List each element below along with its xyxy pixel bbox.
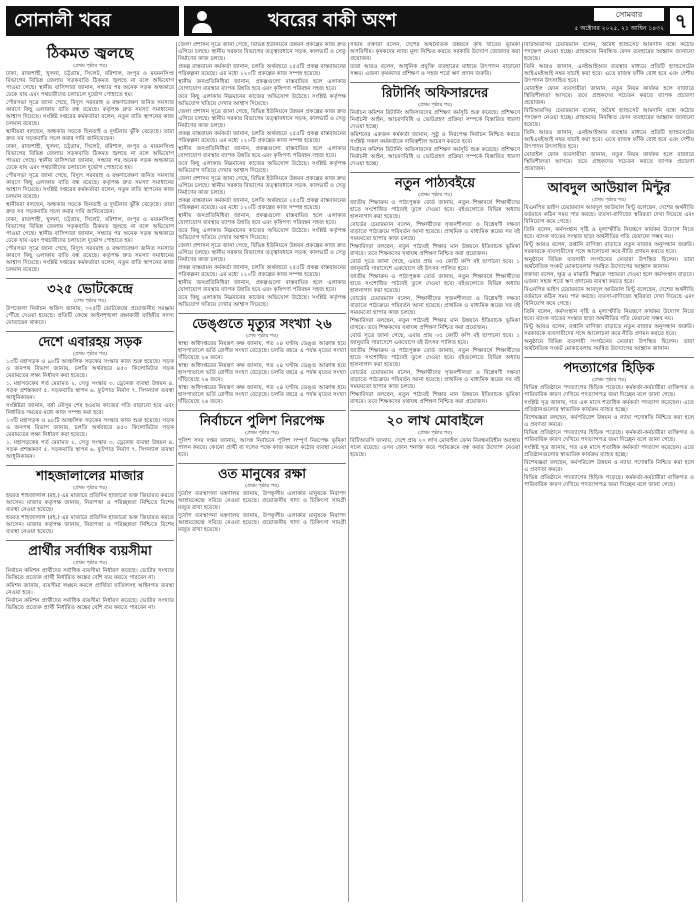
continuation-note: (প্রথম পৃষ্ঠার পর): [73, 560, 107, 566]
article-body: [6, 493, 174, 536]
paragraph: পৌরসভা সূত্রে জানা গেছে, বিদ্যুৎ সরবরাহ ও রক্ষণাবেক্ষণ জনিত সমস্যার কারণে কিছু এলাকায় বাতি বন্ধ রয়েছে। কর্তৃপক্ষ দ্রুত সমস্যা সমাধানের আশ্বাস দিয়েছে। সংশ্লিষ্ট দপ্তরের কর্মকর্তারা বলেন, নতুন বাতি স্থাপনের কাজ চলমান রয়েছে।: [6, 100, 174, 127]
paragraph: কমিশনের একজন কর্মকর্তা জানান, সুষ্ঠু ও নিরপেক্ষ নির্বাচন নিশ্চিত করতে সংশ্লিষ্ট সকল কর্মকর্তাকে দায়িত্বশীল আচরণ করতে হবে।: [350, 132, 520, 145]
continuation-note: (প্রথম পৃষ্ঠার পর): [418, 430, 452, 436]
article-body: [524, 385, 694, 489]
continuation-note: (প্রথম পৃষ্ঠার পর): [73, 485, 107, 491]
article-headline: নির্বাচনে পুলিশ নিরপেক্ষ: [199, 414, 325, 429]
paragraph: ঢাকা, রাজশাহী, খুলনা, চট্টগ্রাম, সিলেট, বরিশাল, রংপুর ও ময়মনসিংহ বিভাগের বিভিন্ন জেলায় সড়কবাতি ঠিকমত জ্বলছে না বলে অভিযোগ পাওয়া গেছে। স্থানীয় বাসিন্দারা জানান, সন্ধ্যার পর অনেক সড়ক অন্ধকারে ঢেকে যায় এবং পথচারীদের চলাচলে দুর্ভোগ পোহাতে হয়।: [6, 71, 174, 98]
paragraph: বিটিআরসি জানায়, দেশে প্রায় ২০ লাখ মোবাইল ফোন নিবন্ধনবিহীন অবস্থায় সচল রয়েছে। এসব ফোন শনাক্ত করে পর্যায়ক্রমে বন্ধ করার উদ্যোগ নেওয়া হয়েছে।: [350, 438, 520, 458]
paragraph: তিনি বলেন, কর্মসংস্থান সৃষ্টি ও মূল্যস্ফীতি নিয়ন্ত্রণে কার্যকর উদ্যোগ নিতে হবে। ব্যাংক খাতের সংস্কার ছাড়া অর্থনীতির গতি ফেরানো সম্ভব নয়।: [524, 309, 694, 322]
paragraph: বোর্ড সূত্রে জানা গেছে, এবার প্রায় ৩৫ কোটি কপি বই ছাপানো হবে। ১ জানুয়ারি সারাদেশে একযোগে বই উৎসব পালিত হবে।: [350, 259, 520, 272]
article-textbooks: [350, 176, 520, 406]
article-headline: দেশে এবারহয় সড়ক: [38, 335, 142, 350]
page-number: ৭: [668, 6, 694, 36]
paragraph: পৌরসভা সূত্রে জানা গেছে, বিদ্যুৎ সরবরাহ ও রক্ষণাবেক্ষণ জনিত সমস্যার কারণে কিছু এলাকায় বাতি বন্ধ রয়েছে। কর্তৃপক্ষ দ্রুত সমস্যা সমাধানের আশ্বাস দিয়েছে। সংশ্লিষ্ট দপ্তরের কর্মকর্তারা বলেন, নতুন বাতি স্থাপনের কাজ চলমান রয়েছে।: [6, 173, 174, 200]
paragraph: বোর্ডের চেয়ারম্যান বলেন, শিক্ষার্থীদের সৃজনশীলতা ও বিশ্লেষণী দক্ষতা বাড়াতে পাঠ্যক্রমে পরিবর্তন আনা হয়েছে। প্রাথমিক ও মাধ্যমিক স্তরের সব বই সময়মতো ছাপার কাজ চলছে।: [350, 296, 520, 316]
article-body: [524, 42, 694, 173]
paragraph: জাতীয় শিক্ষাক্রম ও পাঠ্যপুস্তক বোর্ড জানায়, নতুন শিক্ষাবর্ষে শিক্ষার্থীদের হাতে সংশোধিত পাঠ্যবই তুলে দেওয়া হবে। বইগুলোতে বিভিন্ন অধ্যায় হালনাগাদ করা হয়েছে।: [350, 274, 520, 294]
paragraph: তবে কিছু এলাকায় নিম্নমানের কাজের অভিযোগ উঠেছে। সংশ্লিষ্ট কর্তৃপক্ষ অভিযোগ খতিয়ে দেখার আশ্বাস দিয়েছে।: [178, 161, 346, 174]
article-headline: ওত মানুষের রক্ষা: [217, 467, 307, 482]
article-body: [178, 491, 346, 534]
paragraph: জাতীয় শিক্ষাক্রম ও পাঠ্যপুস্তক বোর্ড জানায়, নতুন শিক্ষাবর্ষে শিক্ষার্থীদের হাতে সংশোধিত পাঠ্যবই তুলে দেওয়া হবে। বইগুলোতে বিভিন্ন অধ্যায় হালনাগাদ করা হয়েছে।: [350, 200, 520, 220]
continuation-note: (প্রথম পৃষ্ঠার পর): [73, 63, 107, 69]
date-label: ৫ অক্টোবর ২০২৫, ২১ আশ্বিন ১৪৩২: [574, 25, 664, 32]
article-body: [350, 438, 520, 459]
article-headline: ঠিকমত জ্বলছে: [46, 44, 134, 62]
paragraph: তিনি আরও জানান, এনইআইআর ব্যবস্থার মাধ্যমে প্রতিটি হ্যান্ডসেটের আইএমইআই নম্বর যাচাই করা হবে। এতে রাজস্ব ফাঁকি রোধ হবে এবং দেশীয় উৎপাদন উৎসাহিত হবে।: [524, 64, 694, 84]
paragraph: অনুষ্ঠানে বিভিন্ন ব্যবসায়ী সংগঠনের নেতারা উপস্থিত ছিলেন। তারা অর্থনৈতিক সংকট মোকাবেলায় সমন্বিত উদ্যোগের আহ্বান জানান।: [524, 339, 694, 352]
article-headline: পদত্যাগের হিড়িক: [563, 361, 655, 376]
article-polling-centers: [6, 282, 174, 327]
paragraph: হযরত শাহজালাল (রহ.) এর মাজারে প্রতিদিন হাজারো ভক্ত জিয়ারত করতে আসেন। মাজার কর্তৃপক্ষ জানায়, নিরাপত্তা ও পরিচ্ছন্নতা নিশ্চিতে বিশেষ ব্যবস্থা নেওয়া হয়েছে।: [6, 515, 174, 535]
paragraph: তারা আরও বলেন, আধুনিক প্রযুক্তি ব্যবহারের মাধ্যমে উৎপাদন বাড়ানো সম্ভব। এজন্য কৃষকদের প্রশিক্ষণ ও সহজ শর্তে ঋণ প্রদান জরুরি।: [350, 64, 520, 77]
article-resignations: [524, 361, 694, 489]
continuation-note: (শেষ পৃষ্ঠার পর): [246, 333, 278, 339]
article-body: [178, 438, 346, 459]
paragraph: প্রকল্প বাস্তবায়ন কর্মকর্তা জানান, চলতি অর্থবছরে ২৫৫টি প্রকল্প বাস্তবায়নের পরিকল্পনা রয়েছে। এর মধ্যে ১২০টি প্রকল্পের কাজ সম্পন্ন হয়েছে।: [178, 198, 346, 211]
paragraph: প্রকল্প বাস্তবায়ন কর্মকর্তা জানান, চলতি অর্থবছরে ২৫৫টি প্রকল্প বাস্তবায়নের পরিকল্পনা রয়েছে। এর মধ্যে ১২০টি প্রকল্পের কাজ সম্পন্ন হয়েছে।: [178, 64, 346, 77]
article-headline: শাহজালালের মাজার: [36, 469, 144, 484]
article-roads: [6, 335, 174, 461]
paragraph: বিভিন্ন প্রতিষ্ঠানে পদত্যাগের হিড়িক পড়েছে। কর্মকর্তা-কর্মচারীরা ব্যক্তিগত ও পারিবারিক কারণ দেখিয়ে পদত্যাগপত্র জমা দিচ্ছেন বলে জানা গেছে।: [524, 385, 694, 398]
article-headline: ডেঙ্গুতে মৃত্যুর সংখ্যা ২৬: [192, 317, 332, 332]
paragraph: প্রকল্প বাস্তবায়ন কর্মকর্তা জানান, চলতি অর্থবছরে ২৫৫টি প্রকল্প বাস্তবায়নের পরিকল্পনা রয়েছে। এর মধ্যে ১২০টি প্রকল্পের কাজ সম্পন্ন হয়েছে।: [178, 131, 346, 144]
paragraph: নির্বাচন কমিশন প্রার্থীদের সর্বাধিক ব্যয়সীমা নির্ধারণ করেছে। ভোটার সংখ্যার ভিত্তিতে প্রত্যেক প্রার্থী নির্ধারিত অঙ্কের বেশি ব্যয় করতে পারবেন না।: [6, 598, 174, 611]
paragraph: বক্তারা বলেন, ক্ষুদ্র ও মাঝারি শিল্পকে সহায়তা দেওয়া হলে কর্মসংস্থান বাড়বে। এজন্য সহজ শর্তে ঋণ প্রদানের ব্যবস্থা করতে হবে।: [524, 272, 694, 285]
column-3: [350, 42, 520, 902]
paragraph: শিক্ষাবিদরা বলছেন, নতুন পাঠ্যবই শিক্ষার মান উন্নয়নে ইতিবাচক ভূমিকা রাখবে। তবে শিক্ষকদের যথাযথ প্রশিক্ষণ নিশ্চিত করা প্রয়োজন।: [350, 318, 520, 331]
paragraph: ১. মহাসড়কের গর্ত মেরামত ২. সেতু সংস্কার ৩. ড্রেনেজ ব্যবস্থা উন্নয়ন ৪. সড়ক প্রশস্তকরণ ৫. সড়কবাতি স্থাপন ৬. ফুটপাত নির্মাণ ৭. সিগন্যাল ব্যবস্থা আধুনিকায়ন।: [6, 381, 174, 401]
article-headline: প্রার্থীর সর্বাধিক ব্যয়সীমা: [28, 544, 152, 559]
section-header: [184, 6, 694, 36]
continuation-note: (প্রথম পৃষ্ঠার পর): [418, 102, 452, 108]
article-returning-officers: [350, 86, 520, 168]
article-body: [6, 359, 174, 461]
article-body: [6, 71, 174, 274]
paragraph: মিন্টু আরও বলেন, রপ্তানি বাণিজ্য বাড়াতে নতুন বাজার অনুসন্ধান জরুরি। সরকারকে ব্যবসায়ীদের সঙ্গে আলোচনা করে নীতি প্রণয়ন করতে হবে।: [524, 242, 694, 255]
paragraph: বিশেষজ্ঞরা বলছেন, কর্মপরিবেশ উন্নয়ন ও ন্যায্য পদোন্নতি নিশ্চিত করা হলে এ প্রবণতা কমবে।: [524, 415, 694, 428]
newspaper-brand: সোনালী খবর: [6, 6, 179, 36]
paragraph: বিশেষজ্ঞরা বলছেন, কর্মপরিবেশ উন্নয়ন ও ন্যায্য পদোন্নতি নিশ্চিত করা হলে এ প্রবণতা কমবে।: [524, 460, 694, 473]
continuation-note: (প্রথম পৃষ্ঠার পর): [73, 351, 107, 357]
paragraph: সংশ্লিষ্ট সূত্র জানায়, গত এক মাসে শতাধিক কর্মকর্তা পদত্যাগ করেছেন। এতে প্রতিষ্ঠানগুলোর স্বাভাবিক কার্যক্রম ব্যাহত হচ্ছে।: [524, 400, 694, 413]
paragraph: উপজেলা নির্বাচন অফিস জানায়, ৩২৫টি ভোটকেন্দ্রে প্রয়োজনীয় সরঞ্জাম পৌঁছে দেওয়া হয়েছে। প্রতিটি কেন্দ্রে আইনশৃঙ্খলা রক্ষাকারী বাহিনীর সদস্য মোতায়েন থাকবে।: [6, 306, 174, 326]
paragraph: পৌরসভা সূত্রে জানা গেছে, বিদ্যুৎ সরবরাহ ও রক্ষণাবেক্ষণ জনিত সমস্যার কারণে কিছু এলাকায় বাতি বন্ধ রয়েছে। কর্তৃপক্ষ দ্রুত সমস্যা সমাধানের আশ্বাস দিয়েছে। সংশ্লিষ্ট দপ্তরের কর্মকর্তারা বলেন, নতুন বাতি স্থাপনের কাজ চলমান রয়েছে।: [6, 246, 174, 273]
continuation-note: (প্রথম পৃষ্ঠার পর): [592, 197, 626, 203]
paragraph: স্বাস্থ্য অধিদপ্তরের নিয়ন্ত্রণ কক্ষ জানায়, গত ২৪ ঘণ্টায় ডেঙ্গু আক্রান্ত হয়ে হাসপাতালে ভর্তি রোগীর সংখ্যা বেড়েছে। চলতি বছরে এ পর্যন্ত মৃতের সংখ্যা দাঁড়িয়েছে ২৬ জনে।: [178, 341, 346, 361]
paragraph: ১৩টি মহাসড়ক ও ৯৮টি আঞ্চলিক সড়কের সংস্কার কাজ শুরু হয়েছে। সড়ক ও জনপথ বিভাগ জানায়, চলতি অর্থবছরে ৪৫০ কিলোমিটার সড়ক মেরামতের লক্ষ্য নির্ধারণ করা হয়েছে।: [6, 359, 174, 379]
paragraph: জেলা প্রশাসন সূত্রে জানা গেছে, বিভিন্ন ইউনিয়নে উন্নয়ন প্রকল্পের কাজ দ্রুত এগিয়ে চলছে। স্থানীয় সরকার বিভাগের তত্ত্বাবধানে সড়ক, কালভার্ট ও সেতু নির্মাণের কাজ চলছে।: [178, 42, 346, 62]
paragraph: স্থানীয় জনপ্রতিনিধিরা জানান, প্রকল্পগুলো বাস্তবায়িত হলে এলাকার যোগাযোগ ব্যবস্থার ব্যাপক উন্নতি হবে এবং কৃষিপণ্য পরিবহন সহজ হবে।: [178, 146, 346, 159]
paragraph: পুলিশ সদর দপ্তর জানায়, আসন্ন নির্বাচনে পুলিশ সম্পূর্ণ নিরপেক্ষ ভূমিকা পালন করবে। কোনো প্রার্থী বা দলের পক্ষে কাজ করলে কঠোর ব্যবস্থা নেওয়া হবে।: [178, 438, 346, 458]
paragraph: স্থানীয় জনপ্রতিনিধিরা জানান, প্রকল্পগুলো বাস্তবায়িত হলে এলাকার যোগাযোগ ব্যবস্থার ব্যাপক উন্নতি হবে এবং কৃষিপণ্য পরিবহন সহজ হবে।: [178, 213, 346, 226]
day-label: সোমবার: [594, 8, 664, 21]
paragraph: শিক্ষাবিদরা বলছেন, নতুন পাঠ্যবই শিক্ষার মান উন্নয়নে ইতিবাচক ভূমিকা রাখবে। তবে শিক্ষকদের যথাযথ প্রশিক্ষণ নিশ্চিত করা প্রয়োজন।: [350, 244, 520, 257]
article-police-neutral: [178, 414, 346, 459]
paragraph: বিভিন্ন প্রতিষ্ঠানে পদত্যাগের হিড়িক পড়েছে। কর্মকর্তা-কর্মচারীরা ব্যক্তিগত ও পারিবারিক কারণ দেখিয়ে পদত্যাগপত্র জমা দিচ্ছেন বলে জানা গেছে।: [524, 430, 694, 443]
paragraph: তবে কিছু এলাকায় নিম্নমানের কাজের অভিযোগ উঠেছে। সংশ্লিষ্ট কর্তৃপক্ষ অভিযোগ খতিয়ে দেখার আশ্বাস দিয়েছে।: [178, 228, 346, 241]
page-label: খবরের বাকী অংশ: [268, 10, 397, 31]
continuation-note: (শেষ পৃষ্ঠার পর): [74, 298, 106, 304]
paragraph: সংশ্লিষ্ট সূত্র জানায়, গত এক মাসে শতাধিক কর্মকর্তা পদত্যাগ করেছেন। এতে প্রতিষ্ঠানগুলোর স্বাভাবিক কার্যক্রম ব্যাহত হচ্ছে।: [524, 445, 694, 458]
paragraph: বোর্ড সূত্রে জানা গেছে, এবার প্রায় ৩৫ কোটি কপি বই ছাপানো হবে। ১ জানুয়ারি সারাদেশে একযোগে বই উৎসব পালিত হবে।: [350, 333, 520, 346]
paragraph: জেলা প্রশাসন সূত্রে জানা গেছে, বিভিন্ন ইউনিয়নে উন্নয়ন প্রকল্পের কাজ দ্রুত এগিয়ে চলছে। স্থানীয় সরকার বিভাগের তত্ত্বাবধানে সড়ক, কালভার্ট ও সেতু নির্মাণের কাজ চলছে।: [178, 243, 346, 263]
paragraph: স্থানীয়রা বলছেন, অন্ধকার সড়কে ছিনতাই ও দুর্ঘটনার ঝুঁকি বেড়েছে। তারা দ্রুত সব সড়কবাতি সচল করার দাবি জানিয়েছেন।: [6, 202, 174, 215]
paragraph: নির্বাচন কমিশন রিটার্নিং অফিসারদের প্রশিক্ষণ কর্মসূচি শুরু করেছে। প্রশিক্ষণে নির্বাচনী আইন, আচরণবিধি ও ভোটগ্রহণ প্রক্রিয়া সম্পর্কে বিস্তারিত ধারণা দেওয়া হচ্ছে।: [350, 147, 520, 167]
column-1: [6, 42, 174, 902]
paragraph: হযরত শাহজালাল (রহ.) এর মাজারে প্রতিদিন হাজারো ভক্ত জিয়ারত করতে আসেন। মাজার কর্তৃপক্ষ জানায়, নিরাপত্তা ও পরিচ্ছন্নতা নিশ্চিতে বিশেষ ব্যবস্থা নেওয়া হয়েছে।: [6, 493, 174, 513]
paragraph: জাতীয় শিক্ষাক্রম ও পাঠ্যপুস্তক বোর্ড জানায়, নতুন শিক্ষাবর্ষে শিক্ষার্থীদের হাতে সংশোধিত পাঠ্যবই তুলে দেওয়া হবে। বইগুলোতে বিভিন্ন অধ্যায় হালনাগাদ করা হয়েছে।: [350, 348, 520, 368]
masthead: [6, 6, 694, 36]
paragraph: তিনি বলেন, কর্মসংস্থান সৃষ্টি ও মূল্যস্ফীতি নিয়ন্ত্রণে কার্যকর উদ্যোগ নিতে হবে। ব্যাংক খাতের সংস্কার ছাড়া অর্থনীতির গতি ফেরানো সম্ভব নয়।: [524, 227, 694, 240]
paragraph: নির্বাচন কমিশন প্রার্থীদের সর্বাধিক ব্যয়সীমা নির্ধারণ করেছে। ভোটার সংখ্যার ভিত্তিতে প্রত্যেক প্রার্থী নির্ধারিত অঙ্কের বেশি ব্যয় করতে পারবেন না।: [6, 568, 174, 581]
column-divider: [522, 42, 523, 902]
article-spending-limit: [6, 544, 174, 612]
article-headline: ৩২৫ ভোটকেন্দ্রে: [47, 282, 133, 297]
paragraph: প্রকল্প বাস্তবায়ন কর্মকর্তা জানান, চলতি অর্থবছরে ২৫৫টি প্রকল্প বাস্তবায়নের পরিকল্পনা রয়েছে। এর মধ্যে ১২০টি প্রকল্পের কাজ সম্পন্ন হয়েছে।: [178, 265, 346, 278]
paragraph: বিএনপির ভাইস চেয়ারম্যান আবদুল আউয়াল মিন্টু বলেছেন, দেশের অর্থনীতি বর্তমানে কঠিন সময় পার করছে। ব্যবসা-বাণিজ্যে স্থবিরতা দেখা দিয়েছে এবং বিনিয়োগ কমে গেছে।: [524, 205, 694, 225]
article-body: [178, 42, 346, 309]
paragraph: শিক্ষাবিদরা বলছেন, নতুন পাঠ্যবই শিক্ষার মান উন্নয়নে ইতিবাচক ভূমিকা রাখবে। তবে শিক্ষকদের যথাযথ প্রশিক্ষণ নিশ্চিত করা প্রয়োজন।: [350, 392, 520, 405]
article-headline: আবদুল আউয়াল মিন্টুর: [547, 181, 671, 196]
article-mintu: [524, 181, 694, 353]
paragraph: মোবাইল ফোন ব্যবসায়ীরা জানান, নতুন নিয়ম কার্যকর হলে বাজারে স্থিতিশীলতা আসবে। তবে গ্রাহকদের সচেতন করতে ব্যাপক প্রচারণা প্রয়োজন।: [524, 152, 694, 172]
continuation-note: (প্রথম পৃষ্ঠার পর): [592, 377, 626, 383]
paragraph: তিনি আরও জানান, এনইআইআর ব্যবস্থার মাধ্যমে প্রতিটি হ্যান্ডসেটের আইএমইআই নম্বর যাচাই করা হবে। এতে রাজস্ব ফাঁকি রোধ হবে এবং দেশীয় উৎপাদন উৎসাহিত হবে।: [524, 130, 694, 150]
paragraph: মোবাইল ফোন ব্যবসায়ীরা জানান, নতুন নিয়ম কার্যকর হলে বাজারে স্থিতিশীলতা আসবে। তবে গ্রাহকদের সচেতন করতে ব্যাপক প্রচারণা প্রয়োজন।: [524, 86, 694, 106]
article-body: [6, 568, 174, 612]
paragraph: সভায় বক্তারা বলেন, দেশের অর্থনৈতিক উন্নয়নে কৃষি খাতের ভূমিকা অপরিসীম। কৃষকদের ন্যায্য মূল্য নিশ্চিত করতে সরকারি উদ্যোগ জোরদার করা প্রয়োজন।: [350, 42, 520, 62]
person-icon: [190, 9, 214, 33]
article-headline: নতুন পাঠ্যবইয়ে: [395, 176, 475, 191]
paragraph: কমিশন জানায়, ব্যয়সীমা লঙ্ঘন করলে প্রার্থিতা বাতিলসহ আইনগত ব্যবস্থা নেওয়া হবে।: [6, 583, 174, 596]
article-body: [6, 306, 174, 327]
paragraph: ঢাকা, রাজশাহী, খুলনা, চট্টগ্রাম, সিলেট, বরিশাল, রংপুর ও ময়মনসিংহ বিভাগের বিভিন্ন জেলায় সড়কবাতি ঠিকমত জ্বলছে না বলে অভিযোগ পাওয়া গেছে। স্থানীয় বাসিন্দারা জানান, সন্ধ্যার পর অনেক সড়ক অন্ধকারে ঢেকে যায় এবং পথচারীদের চলাচলে দুর্ভোগ পোহাতে হয়।: [6, 217, 174, 244]
article-dengue: [178, 317, 346, 406]
column-divider: [176, 42, 177, 902]
paragraph: বিটিআরসির চেয়ারম্যান বলেন, অবৈধ হ্যান্ডসেট আমদানি বন্ধে কঠোর পদক্ষেপ নেওয়া হচ্ছে। গ্রাহকদের নিবন্ধিত ফোন ব্যবহারের আহ্বান জানানো হয়েছে।: [524, 108, 694, 128]
article-headline: ২০ লাখ মোবাইলে: [386, 414, 484, 429]
paragraph: বিভিন্ন প্রতিষ্ঠানে পদত্যাগের হিড়িক পড়েছে। কর্মকর্তা-কর্মচারীরা ব্যক্তিগত ও পারিবারিক কারণ দেখিয়ে পদত্যাগপত্র জমা দিচ্ছেন বলে জানা গেছে।: [524, 475, 694, 488]
paragraph: ১৩টি মহাসড়ক ও ৯৮টি আঞ্চলিক সড়কের সংস্কার কাজ শুরু হয়েছে। সড়ক ও জনপথ বিভাগ জানায়, চলতি অর্থবছরে ৪৫০ কিলোমিটার সড়ক মেরামতের লক্ষ্য নির্ধারণ করা হয়েছে।: [6, 418, 174, 438]
paragraph: স্থানীয় জনপ্রতিনিধিরা জানান, প্রকল্পগুলো বাস্তবায়িত হলে এলাকার যোগাযোগ ব্যবস্থার ব্যাপক উন্নতি হবে এবং কৃষিপণ্য পরিবহন সহজ হবে।: [178, 280, 346, 293]
article-continued: [350, 42, 520, 78]
paragraph: নির্বাচন কমিশন রিটার্নিং অফিসারদের প্রশিক্ষণ কর্মসূচি শুরু করেছে। প্রশিক্ষণে নির্বাচনী আইন, আচরণবিধি ও ভোটগ্রহণ প্রক্রিয়া সম্পর্কে বিস্তারিত ধারণা দেওয়া হচ্ছে।: [350, 110, 520, 130]
paragraph: বিটিআরসির চেয়ারম্যান বলেন, অবৈধ হ্যান্ডসেট আমদানি বন্ধে কঠোর পদক্ষেপ নেওয়া হচ্ছে। গ্রাহকদের নিবন্ধিত ফোন ব্যবহারের আহ্বান জানানো হয়েছে।: [524, 42, 694, 62]
article-body: [350, 110, 520, 168]
article-body: [350, 200, 520, 406]
article-body: [178, 341, 346, 406]
paragraph: বোর্ডের চেয়ারম্যান বলেন, শিক্ষার্থীদের সৃজনশীলতা ও বিশ্লেষণী দক্ষতা বাড়াতে পাঠ্যক্রমে পরিবর্তন আনা হয়েছে। প্রাথমিক ও মাধ্যমিক স্তরের সব বই সময়মতো ছাপার কাজ চলছে।: [350, 222, 520, 242]
paragraph: সংশ্লিষ্টরা জানান, বর্ষা মৌসুম শেষ হওয়ায় কাজের গতি বাড়ানো হবে এবং নির্ধারিত সময়ের মধ্যে কাজ সম্পন্ন করা হবে।: [6, 403, 174, 416]
paragraph: ১. মহাসড়কের গর্ত মেরামত ২. সেতু সংস্কার ৩. ড্রেনেজ ব্যবস্থা উন্নয়ন ৪. সড়ক প্রশস্তকরণ ৫. সড়কবাতি স্থাপন ৬. ফুটপাত নির্মাণ ৭. সিগন্যাল ব্যবস্থা আধুনিকায়ন।: [6, 440, 174, 460]
article-rescue: [178, 467, 346, 534]
article-continued: [524, 42, 694, 173]
paragraph: স্থানীয়রা বলছেন, অন্ধকার সড়কে ছিনতাই ও দুর্ঘটনার ঝুঁকি বেড়েছে। তারা দ্রুত সব সড়কবাতি সচল করার দাবি জানিয়েছেন।: [6, 129, 174, 142]
paragraph: বিএনপির ভাইস চেয়ারম্যান আবদুল আউয়াল মিন্টু বলেছেন, দেশের অর্থনীতি বর্তমানে কঠিন সময় পার করছে। ব্যবসা-বাণিজ্যে স্থবিরতা দেখা দিয়েছে এবং বিনিয়োগ কমে গেছে।: [524, 287, 694, 307]
continuation-note: (প্রথম পৃষ্ঠার পর): [245, 430, 279, 436]
paragraph: তবে কিছু এলাকায় নিম্নমানের কাজের অভিযোগ উঠেছে। সংশ্লিষ্ট কর্তৃপক্ষ অভিযোগ খতিয়ে দেখার আশ্বাস দিয়েছে।: [178, 295, 346, 308]
article-street-lights: [6, 44, 174, 274]
article-shrine: [6, 469, 174, 536]
article-mobile-phones: [350, 414, 520, 459]
paragraph: তবে কিছু এলাকায় নিম্নমানের কাজের অভিযোগ উঠেছে। সংশ্লিষ্ট কর্তৃপক্ষ অভিযোগ খতিয়ে দেখার আশ্বাস দিয়েছে।: [178, 94, 346, 107]
paragraph: জেলা প্রশাসন সূত্রে জানা গেছে, বিভিন্ন ইউনিয়নে উন্নয়ন প্রকল্পের কাজ দ্রুত এগিয়ে চলছে। স্থানীয় সরকার বিভাগের তত্ত্বাবধানে সড়ক, কালভার্ট ও সেতু নির্মাণের কাজ চলছে।: [178, 176, 346, 196]
paragraph: জেলা প্রশাসন সূত্রে জানা গেছে, বিভিন্ন ইউনিয়নে উন্নয়ন প্রকল্পের কাজ দ্রুত এগিয়ে চলছে। স্থানীয় সরকার বিভাগের তত্ত্বাবধানে সড়ক, কালভার্ট ও সেতু নির্মাণের কাজ চলছে।: [178, 109, 346, 129]
paragraph: মিন্টু আরও বলেন, রপ্তানি বাণিজ্য বাড়াতে নতুন বাজার অনুসন্ধান জরুরি। সরকারকে ব্যবসায়ীদের সঙ্গে আলোচনা করে নীতি প্রণয়ন করতে হবে।: [524, 324, 694, 337]
article-continued: [178, 42, 346, 309]
article-body: [350, 42, 520, 78]
paragraph: দুর্যোগ ব্যবস্থাপনা মন্ত্রণালয় জানায়, উপকূলীয় এলাকার মানুষকে নিরাপদ আশ্রয়কেন্দ্রে সরিয়ে নেওয়া হয়েছে। প্রয়োজনীয় খাদ্য ও চিকিৎসা সামগ্রী মজুত রাখা হয়েছে।: [178, 513, 346, 533]
column-divider: [348, 42, 349, 902]
paragraph: অনুষ্ঠানে বিভিন্ন ব্যবসায়ী সংগঠনের নেতারা উপস্থিত ছিলেন। তারা অর্থনৈতিক সংকট মোকাবেলায় সমন্বিত উদ্যোগের আহ্বান জানান।: [524, 257, 694, 270]
continuation-note: (প্রথম পৃষ্ঠার পর): [245, 483, 279, 489]
paragraph: ঢাকা, রাজশাহী, খুলনা, চট্টগ্রাম, সিলেট, বরিশাল, রংপুর ও ময়মনসিংহ বিভাগের বিভিন্ন জেলায় সড়কবাতি ঠিকমত জ্বলছে না বলে অভিযোগ পাওয়া গেছে। স্থানীয় বাসিন্দারা জানান, সন্ধ্যার পর অনেক সড়ক অন্ধকারে ঢেকে যায় এবং পথচারীদের চলাচলে দুর্ভোগ পোহাতে হয়।: [6, 144, 174, 171]
article-headline: রিটার্নিং অফিসারদের: [381, 86, 489, 101]
paragraph: স্বাস্থ্য অধিদপ্তরের নিয়ন্ত্রণ কক্ষ জানায়, গত ২৪ ঘণ্টায় ডেঙ্গু আক্রান্ত হয়ে হাসপাতালে ভর্তি রোগীর সংখ্যা বেড়েছে। চলতি বছরে এ পর্যন্ত মৃতের সংখ্যা দাঁড়িয়েছে ২৬ জনে।: [178, 363, 346, 383]
article-body: [524, 205, 694, 353]
column-2: [178, 42, 346, 902]
paragraph: স্থানীয় জনপ্রতিনিধিরা জানান, প্রকল্পগুলো বাস্তবায়িত হলে এলাকার যোগাযোগ ব্যবস্থার ব্যাপক উন্নতি হবে এবং কৃষিপণ্য পরিবহন সহজ হবে।: [178, 79, 346, 92]
column-4: [524, 42, 694, 902]
continuation-note: (প্রথম পৃষ্ঠার পর): [418, 192, 452, 198]
paragraph: বোর্ডের চেয়ারম্যান বলেন, শিক্ষার্থীদের সৃজনশীলতা ও বিশ্লেষণী দক্ষতা বাড়াতে পাঠ্যক্রমে পরিবর্তন আনা হয়েছে। প্রাথমিক ও মাধ্যমিক স্তরের সব বই সময়মতো ছাপার কাজ চলছে।: [350, 370, 520, 390]
paragraph: দুর্যোগ ব্যবস্থাপনা মন্ত্রণালয় জানায়, উপকূলীয় এলাকার মানুষকে নিরাপদ আশ্রয়কেন্দ্রে সরিয়ে নেওয়া হয়েছে। প্রয়োজনীয় খাদ্য ও চিকিৎসা সামগ্রী মজুত রাখা হয়েছে।: [178, 491, 346, 511]
paragraph: স্বাস্থ্য অধিদপ্তরের নিয়ন্ত্রণ কক্ষ জানায়, গত ২৪ ঘণ্টায় ডেঙ্গু আক্রান্ত হয়ে হাসপাতালে ভর্তি রোগীর সংখ্যা বেড়েছে। চলতি বছরে এ পর্যন্ত মৃতের সংখ্যা দাঁড়িয়েছে ২৬ জনে।: [178, 385, 346, 405]
